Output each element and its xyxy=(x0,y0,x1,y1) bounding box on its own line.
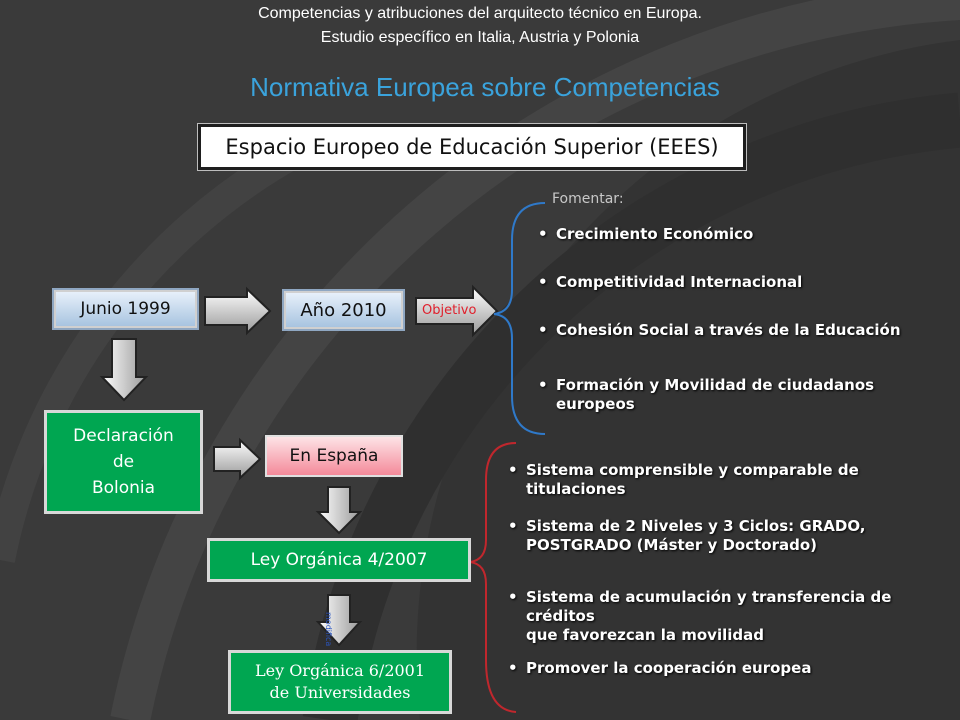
arrow-right-icon xyxy=(214,440,260,478)
goal-item: • Competitividad Internacional xyxy=(530,273,802,292)
objetivo-label: Objetivo xyxy=(422,303,477,318)
ley-organica-4-2007-box: Ley Orgánica 4/2007 xyxy=(207,538,471,582)
modifica-label: modifica xyxy=(324,612,333,647)
declaracion-bolonia-box xyxy=(44,410,203,514)
header-line-2: Estudio específico en Italia, Austria y Polonia xyxy=(320,29,640,46)
arrow-right-icon xyxy=(205,289,270,333)
ley-points-list xyxy=(500,461,960,691)
ley-organica-6-2001-box xyxy=(228,650,452,714)
ley6-line-2: de Universidades xyxy=(269,683,411,702)
ley-point-item: • Sistema de 2 Niveles y 3 Ciclos: GRADO, POSTGRADO (Máster y Doctorado) xyxy=(500,517,865,555)
ley-point-item: • Sistema comprensible y comparable de titulaciones xyxy=(500,461,960,499)
eees-box: Espacio Europeo de Educación Superior (EEES) xyxy=(198,124,746,170)
en-espana-box: En España xyxy=(265,435,403,477)
goal-item: • Cohesión Social a través de la Educación xyxy=(530,321,901,340)
ley-point-item: • Promover la cooperación europea xyxy=(500,659,811,678)
arrow-down-icon xyxy=(102,339,146,400)
fomentar-label: Fomentar: xyxy=(552,191,624,207)
declaracion-line-1: Declaración xyxy=(73,426,174,446)
goal-item: • Crecimiento Económico xyxy=(530,225,753,244)
ley-point-item: • Sistema de acumulación y transferencia de créditos que favorezcan la movilidad xyxy=(500,588,960,645)
arrow-down-icon xyxy=(318,487,360,533)
goals-list xyxy=(530,225,930,425)
anio-2010-box: Año 2010 xyxy=(284,291,403,329)
declaracion-line-2: de xyxy=(112,452,135,472)
header-line-1: Competencias y atribuciones del arquitecto técnico en Europa. xyxy=(258,5,702,22)
junio-1999-box: Junio 1999 xyxy=(54,290,197,328)
declaracion-line-3: Bolonia xyxy=(91,478,156,498)
goal-item: • Formación y Movilidad de ciudadanos europeos xyxy=(530,376,874,414)
ley6-line-1: Ley Orgánica 6/2001 xyxy=(254,661,426,680)
page-title: Normativa Europea sobre Competencias xyxy=(250,72,720,102)
